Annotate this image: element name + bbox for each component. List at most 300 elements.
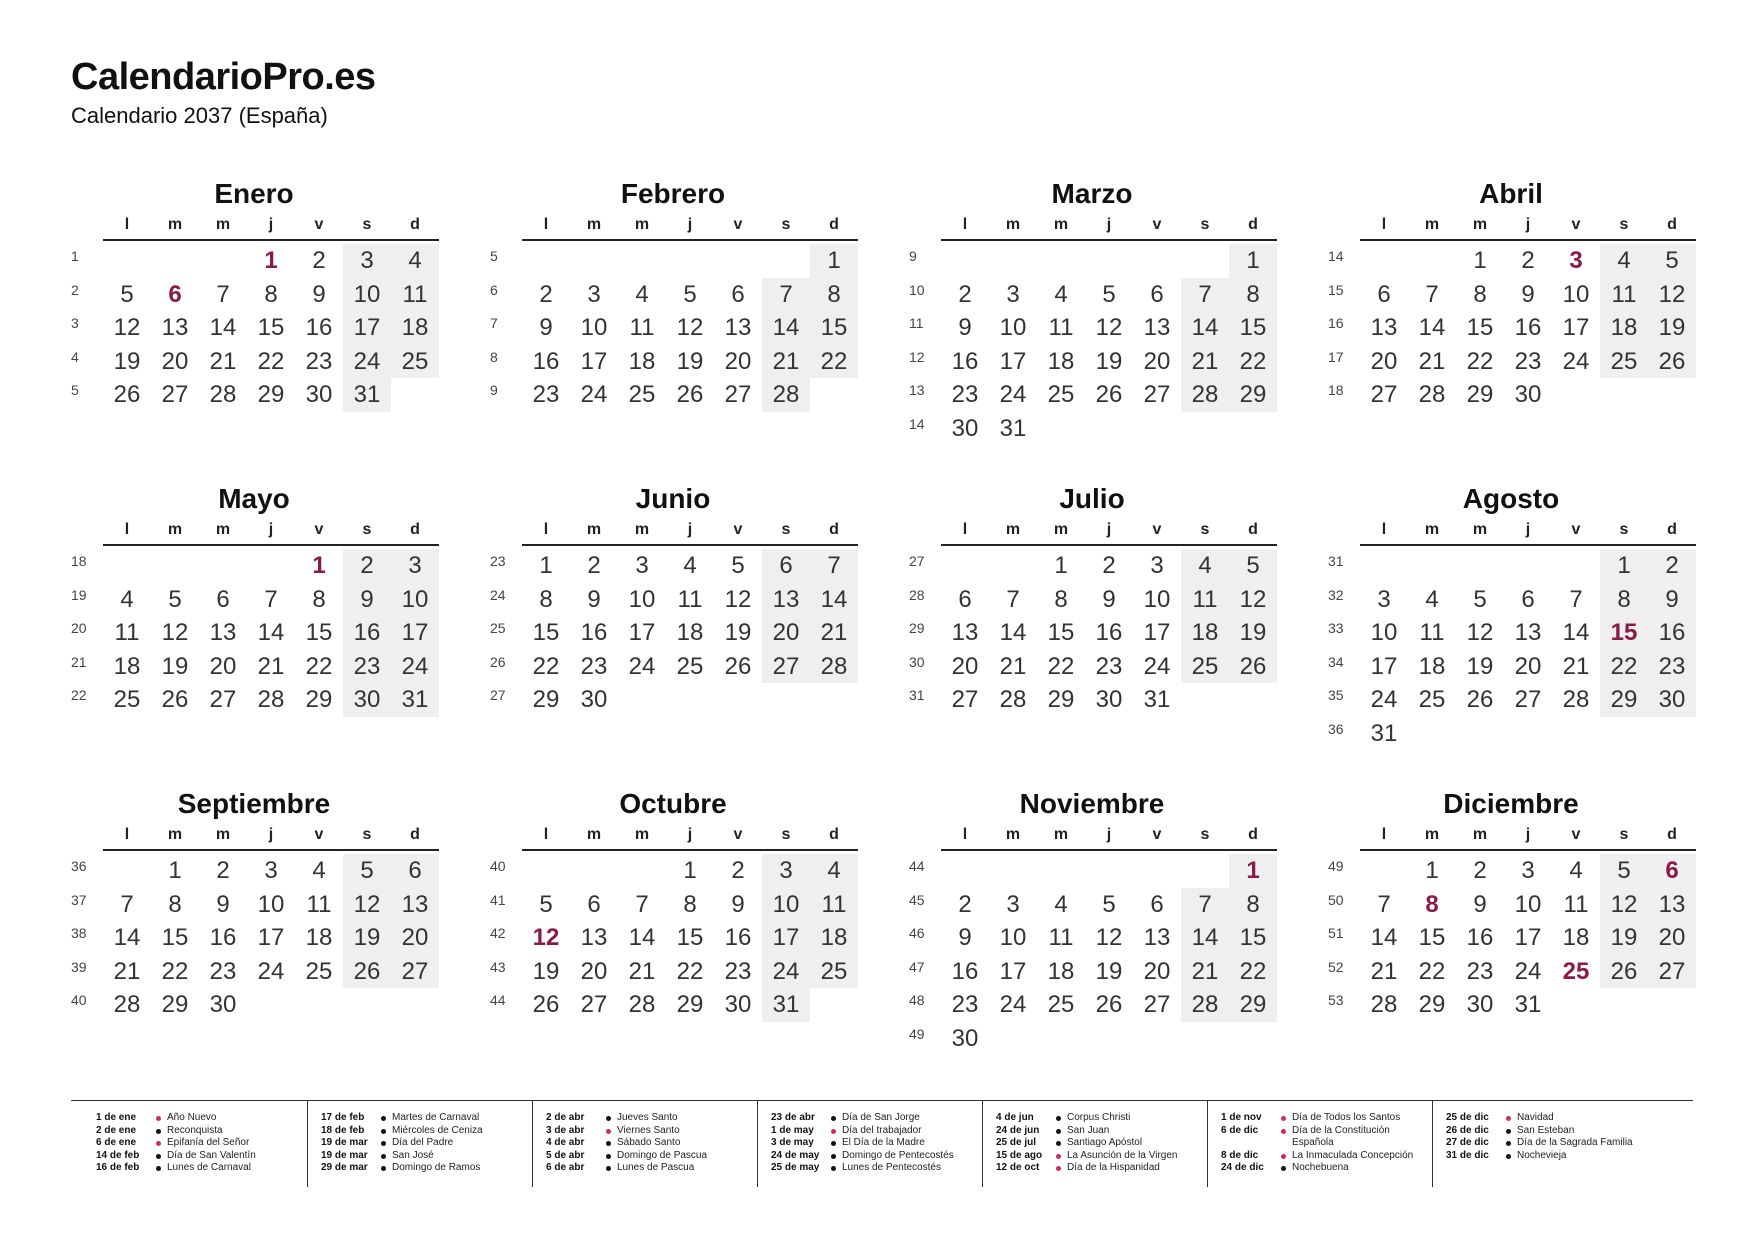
day-cell: 27 — [951, 686, 979, 713]
day-cell: 7 — [1569, 585, 1583, 613]
week-number: 4 — [71, 348, 79, 365]
month-name: Marzo — [1051, 178, 1133, 209]
day-cell: 1 — [827, 247, 841, 274]
day-cell: 25 — [1191, 652, 1219, 680]
legend-date: 4 de abr — [546, 1137, 585, 1148]
header-rule — [941, 239, 1277, 241]
day-cell: 5 — [1102, 280, 1116, 308]
legend-date: 6 de dic — [1221, 1124, 1259, 1136]
month-name: Junio — [635, 483, 711, 514]
weekday-header: j — [268, 826, 274, 843]
day-cell: 24 — [1143, 652, 1171, 680]
weekday-header: v — [314, 826, 324, 843]
day-cell: 26 — [353, 957, 381, 985]
legend-item — [996, 1125, 1221, 1138]
day-cell: 30 — [951, 1024, 979, 1052]
day-cell: 17 — [401, 619, 429, 646]
week-number: 52 — [1328, 958, 1344, 975]
day-cell: 3 — [1377, 585, 1391, 613]
day-cell: 6 — [779, 552, 793, 579]
day-cell: 23 — [1095, 652, 1123, 680]
legend-name: Día de San Valentín — [167, 1149, 256, 1161]
week-number: 9 — [909, 248, 917, 264]
day-cell: 18 — [1418, 652, 1446, 680]
legend-column — [321, 1112, 546, 1175]
day-cell: 17 — [1143, 619, 1171, 646]
day-cell: 13 — [1514, 619, 1542, 646]
day-cell: 28 — [1191, 991, 1219, 1018]
legend-item — [546, 1162, 771, 1175]
month-mayo — [71, 483, 437, 773]
month-marzo — [909, 178, 1275, 468]
legend-item — [96, 1112, 321, 1125]
legend-item — [1221, 1150, 1446, 1163]
day-cell: 23 — [1466, 957, 1494, 985]
week-number: 27 — [909, 553, 925, 569]
day-cell: 22 — [1610, 652, 1638, 680]
day-cell: 11 — [1192, 585, 1218, 613]
week-number: 51 — [1328, 925, 1344, 941]
day-cell: 23 — [1514, 347, 1542, 375]
day-cell: 15 — [532, 619, 560, 646]
day-cell: 28 — [1418, 381, 1446, 408]
week-number: 36 — [1328, 720, 1344, 737]
day-cell: 11 — [1419, 619, 1445, 646]
day-cell: 18 — [305, 924, 333, 951]
day-cell: 20 — [1370, 347, 1398, 375]
legend-item — [546, 1112, 771, 1125]
day-cell: 19 — [1239, 619, 1267, 646]
header-rule — [103, 544, 439, 546]
legend-date: 3 de may — [771, 1137, 814, 1148]
day-cell: 15 — [1466, 314, 1494, 341]
day-cell: 29 — [305, 686, 333, 713]
month-octubre — [490, 788, 856, 1078]
week-number: 29 — [909, 620, 925, 636]
week-number: 49 — [909, 1025, 925, 1042]
week-number: 16 — [1328, 315, 1344, 331]
day-cell: 4 — [1054, 280, 1068, 308]
legend-name: Día de Todos los Santos — [1292, 1112, 1401, 1123]
bullet-icon — [1281, 1154, 1286, 1159]
day-cell: 7 — [264, 585, 278, 613]
day-cell: 19 — [1658, 314, 1686, 341]
day-cell: 3 — [587, 280, 601, 308]
week-number: 53 — [1328, 992, 1344, 1008]
weekday-header: d — [1248, 216, 1258, 233]
day-cell: 7 — [635, 890, 649, 918]
weekday-header: v — [1152, 521, 1162, 538]
day-cell: 31 — [772, 991, 800, 1018]
day-cell: 27 — [772, 652, 800, 680]
week-number: 38 — [71, 925, 87, 941]
brand-title: CalendarioPro.es — [71, 56, 376, 98]
bullet-icon — [1281, 1116, 1286, 1121]
weekday-header: m — [1005, 826, 1021, 843]
legend-name: Domingo de Ramos — [392, 1162, 481, 1173]
day-cell: 14 — [772, 314, 800, 341]
week-number: 20 — [71, 620, 87, 636]
day-cell: 20 — [772, 619, 800, 646]
day-cell: 25 — [401, 347, 429, 375]
day-cell: 17 — [999, 957, 1027, 985]
legend-item — [546, 1125, 771, 1138]
day-cell: 19 — [1095, 957, 1123, 985]
legend-date: 25 de may — [771, 1162, 820, 1173]
day-cell: 26 — [161, 686, 189, 713]
day-cell: 19 — [1466, 652, 1494, 680]
day-cell: 28 — [209, 381, 237, 408]
legend-name: Lunes de Pentecostés — [842, 1162, 941, 1173]
day-cell: 15 — [820, 314, 848, 341]
legend-item — [546, 1137, 771, 1150]
holiday-day: 6 — [168, 280, 182, 308]
week-number: 44 — [909, 858, 925, 874]
day-cell: 31 — [1143, 686, 1171, 713]
weekday-header: l — [124, 521, 130, 538]
day-cell: 19 — [113, 347, 141, 375]
weekday-header: v — [733, 826, 743, 843]
weekday-header: d — [1667, 826, 1677, 843]
day-cell: 13 — [1143, 924, 1171, 951]
weekday-header: j — [687, 521, 693, 538]
day-cell: 26 — [724, 652, 752, 680]
holiday-day: 3 — [1569, 247, 1583, 274]
week-number: 15 — [1328, 281, 1344, 298]
day-cell: 28 — [1562, 686, 1590, 713]
day-cell: 30 — [1095, 686, 1123, 713]
header-rule — [522, 239, 858, 241]
legend-name: San Esteban — [1517, 1124, 1575, 1136]
day-cell: 27 — [1514, 686, 1542, 713]
day-cell: 11 — [1048, 314, 1074, 341]
bullet-icon — [1506, 1116, 1511, 1121]
day-cell: 31 — [1514, 991, 1542, 1018]
day-cell: 6 — [1377, 280, 1391, 308]
day-cell: 30 — [353, 686, 381, 713]
day-cell: 8 — [168, 890, 182, 918]
legend-name: Día de la Constitución — [1292, 1124, 1390, 1136]
day-cell: 12 — [113, 314, 141, 341]
weekday-header: m — [634, 826, 650, 843]
legend-item — [1221, 1112, 1446, 1125]
week-number: 48 — [909, 992, 925, 1008]
day-cell: 31 — [1370, 719, 1398, 747]
day-cell: 1 — [1617, 552, 1631, 579]
week-number: 39 — [71, 958, 87, 975]
day-cell: 12 — [676, 314, 704, 341]
day-cell: 16 — [951, 347, 979, 375]
day-cell: 11 — [402, 280, 428, 308]
legend-item — [321, 1137, 546, 1150]
day-cell: 12 — [1466, 619, 1494, 646]
holiday-day: 1 — [264, 247, 278, 274]
day-cell: 27 — [724, 381, 752, 408]
day-cell: 23 — [305, 347, 333, 375]
weekday-header: l — [962, 521, 968, 538]
week-number: 1 — [71, 248, 79, 264]
day-cell: 29 — [1418, 991, 1446, 1018]
day-cell: 22 — [1047, 652, 1075, 680]
legend-name: La Inmaculada Concepción — [1292, 1149, 1414, 1161]
day-cell: 21 — [820, 619, 848, 646]
day-cell: 26 — [1466, 686, 1494, 713]
day-cell: 10 — [999, 314, 1027, 341]
day-cell: 23 — [532, 381, 560, 408]
legend-item — [96, 1150, 321, 1163]
day-cell: 2 — [958, 280, 972, 308]
legend-name: Domingo de Pentecostés — [842, 1149, 954, 1161]
day-cell: 12 — [1239, 585, 1267, 613]
week-number: 12 — [909, 348, 925, 365]
day-cell: 30 — [724, 991, 752, 1018]
month-name: Julio — [1059, 483, 1125, 514]
day-cell: 6 — [958, 585, 972, 613]
weekday-header: m — [1424, 826, 1440, 843]
week-number: 19 — [71, 586, 87, 603]
legend-name: Día de San Jorge — [842, 1112, 920, 1123]
day-cell: 8 — [827, 280, 841, 308]
week-number: 36 — [71, 858, 87, 874]
legend-name: Año Nuevo — [167, 1112, 217, 1123]
weekday-header: l — [1381, 216, 1387, 233]
month-julio — [909, 483, 1275, 773]
legend-column-separator — [1432, 1100, 1433, 1187]
day-cell: 30 — [1658, 686, 1686, 713]
day-cell: 11 — [629, 314, 655, 341]
weekday-header: m — [1053, 521, 1069, 538]
day-cell: 2 — [1473, 857, 1487, 884]
legend-column-separator — [307, 1100, 308, 1187]
day-cell: 18 — [113, 652, 141, 680]
legend-name: Martes de Carnaval — [392, 1112, 480, 1123]
weekday-header: v — [1152, 826, 1162, 843]
weekday-header: m — [1472, 521, 1488, 538]
weekday-header: m — [634, 216, 650, 233]
day-cell: 16 — [1466, 924, 1494, 951]
legend-date: 25 de jul — [996, 1137, 1037, 1148]
weekday-header: m — [167, 216, 183, 233]
week-number: 37 — [71, 891, 87, 908]
day-cell: 15 — [676, 924, 704, 951]
bullet-icon — [1056, 1166, 1061, 1171]
day-cell: 4 — [683, 552, 697, 579]
day-cell: 21 — [628, 957, 656, 985]
legend-column-separator — [982, 1100, 983, 1187]
day-cell: 9 — [216, 890, 230, 918]
legend-date: 31 de dic — [1446, 1149, 1489, 1161]
day-cell: 27 — [1658, 957, 1686, 985]
weekday-header: v — [314, 521, 324, 538]
day-cell: 7 — [1198, 280, 1212, 308]
day-cell: 29 — [257, 381, 285, 408]
day-cell: 16 — [353, 619, 381, 646]
day-cell: 30 — [1514, 381, 1542, 408]
day-cell: 2 — [312, 247, 326, 274]
legend-item — [996, 1150, 1221, 1163]
day-cell: 2 — [958, 890, 972, 918]
day-cell: 7 — [1006, 585, 1020, 613]
legend-name: Lunes de Carnaval — [167, 1162, 251, 1173]
day-cell: 15 — [1418, 924, 1446, 951]
month-name: Noviembre — [1019, 788, 1165, 819]
header-rule — [1360, 239, 1696, 241]
day-cell: 4 — [1198, 552, 1212, 579]
legend-column — [771, 1112, 996, 1175]
legend-item — [771, 1112, 996, 1125]
legend-name: El Día de la Madre — [842, 1137, 925, 1148]
legend-item — [996, 1112, 1221, 1125]
week-number: 50 — [1328, 891, 1344, 908]
day-cell: 4 — [635, 280, 649, 308]
week-number: 43 — [490, 958, 506, 975]
month-name: Septiembre — [177, 788, 331, 819]
legend-column — [1446, 1112, 1671, 1162]
day-cell: 3 — [779, 857, 793, 884]
day-cell: 20 — [1143, 957, 1171, 985]
day-cell: 22 — [1239, 347, 1267, 375]
day-cell: 20 — [580, 957, 608, 985]
day-cell: 25 — [1418, 686, 1446, 713]
legend-item — [1446, 1112, 1671, 1125]
weekday-header: d — [410, 826, 420, 843]
day-cell: 11 — [821, 890, 847, 918]
week-number: 35 — [1328, 687, 1344, 703]
month-febrero — [490, 178, 856, 468]
day-cell: 10 — [1562, 280, 1590, 308]
bullet-icon — [1056, 1116, 1061, 1121]
day-cell: 10 — [1370, 619, 1398, 646]
day-cell: 17 — [1562, 314, 1590, 341]
week-number: 5 — [490, 248, 498, 264]
bullet-icon — [381, 1116, 386, 1121]
legend-date: 27 de dic — [1446, 1137, 1489, 1148]
legend-date: 18 de feb — [321, 1124, 365, 1136]
week-number: 33 — [1328, 620, 1344, 636]
day-cell: 26 — [1239, 652, 1267, 680]
weekday-header: m — [1472, 216, 1488, 233]
header-rule — [1360, 544, 1696, 546]
holiday-day: 1 — [312, 552, 326, 579]
day-cell: 16 — [1658, 619, 1686, 646]
weekday-header: s — [362, 521, 372, 538]
day-cell: 16 — [1095, 619, 1123, 646]
day-cell: 29 — [1466, 381, 1494, 408]
day-cell: 8 — [1473, 280, 1487, 308]
week-number: 22 — [71, 687, 87, 703]
weekday-header: d — [829, 216, 839, 233]
weekday-header: j — [687, 216, 693, 233]
header-rule — [103, 239, 439, 241]
day-cell: 4 — [1617, 247, 1631, 274]
day-cell: 18 — [1047, 957, 1075, 985]
legend-name: Epifanía del Señor — [167, 1137, 250, 1148]
day-cell: 20 — [401, 924, 429, 951]
legend-item — [1221, 1137, 1446, 1150]
weekday-header: m — [215, 216, 231, 233]
legend-date: 1 de nov — [1221, 1112, 1262, 1123]
header-rule — [941, 849, 1277, 851]
day-cell: 26 — [532, 991, 560, 1018]
week-number: 46 — [909, 925, 925, 941]
day-cell: 8 — [683, 890, 697, 918]
weekday-header: d — [1248, 521, 1258, 538]
weekday-header: j — [1106, 826, 1112, 843]
day-cell: 10 — [580, 314, 608, 341]
day-cell: 17 — [1514, 924, 1542, 951]
day-cell: 3 — [264, 857, 278, 884]
bullet-icon — [156, 1141, 161, 1146]
legend-name: San Juan — [1067, 1124, 1110, 1136]
day-cell: 22 — [1239, 957, 1267, 985]
day-cell: 18 — [1562, 924, 1590, 951]
legend-date: 19 de mar — [321, 1137, 368, 1148]
day-cell: 28 — [1370, 991, 1398, 1018]
weekday-header: d — [829, 521, 839, 538]
day-cell: 16 — [1514, 314, 1542, 341]
legend-item — [771, 1150, 996, 1163]
day-cell: 18 — [1191, 619, 1219, 646]
day-cell: 15 — [257, 314, 285, 341]
legend-name: Miércoles de Ceniza — [392, 1124, 483, 1136]
weekday-header: l — [543, 216, 549, 233]
week-number: 14 — [1328, 248, 1344, 264]
week-number: 34 — [1328, 653, 1344, 670]
week-number: 49 — [1328, 858, 1344, 874]
day-cell: 31 — [353, 381, 381, 408]
bullet-icon — [831, 1129, 836, 1134]
day-cell: 31 — [999, 414, 1027, 442]
weekday-header: m — [1053, 216, 1069, 233]
legend-name: Española — [1292, 1137, 1334, 1148]
legend-column-separator — [1207, 1100, 1208, 1187]
weekday-header: l — [1381, 521, 1387, 538]
day-cell: 14 — [209, 314, 237, 341]
week-number: 30 — [909, 653, 925, 670]
weekday-header: d — [1248, 826, 1258, 843]
day-cell: 20 — [209, 652, 237, 680]
day-cell: 17 — [772, 924, 800, 951]
bullet-icon — [831, 1116, 836, 1121]
weekday-header: m — [586, 521, 602, 538]
day-cell: 26 — [1095, 991, 1123, 1018]
week-number: 31 — [909, 687, 925, 703]
day-cell: 13 — [580, 924, 608, 951]
week-number: 14 — [909, 415, 925, 432]
weekday-header: d — [410, 521, 420, 538]
month-junio — [490, 483, 856, 773]
day-cell: 29 — [1610, 686, 1638, 713]
bullet-icon — [831, 1166, 836, 1171]
legend-date: 1 de may — [771, 1124, 814, 1136]
legend-item — [771, 1137, 996, 1150]
day-cell: 16 — [580, 619, 608, 646]
day-cell: 10 — [353, 280, 381, 308]
day-cell: 27 — [1143, 381, 1171, 408]
day-cell: 3 — [1521, 857, 1535, 884]
legend-column — [1221, 1112, 1446, 1175]
day-cell: 13 — [161, 314, 189, 341]
day-cell: 14 — [628, 924, 656, 951]
day-cell: 12 — [1610, 890, 1638, 918]
day-cell: 5 — [1102, 890, 1116, 918]
week-number: 24 — [490, 586, 506, 603]
day-cell: 25 — [1610, 347, 1638, 375]
day-cell: 9 — [312, 280, 326, 308]
day-cell: 27 — [580, 991, 608, 1018]
day-cell: 21 — [1418, 347, 1446, 375]
day-cell: 19 — [1610, 924, 1638, 951]
